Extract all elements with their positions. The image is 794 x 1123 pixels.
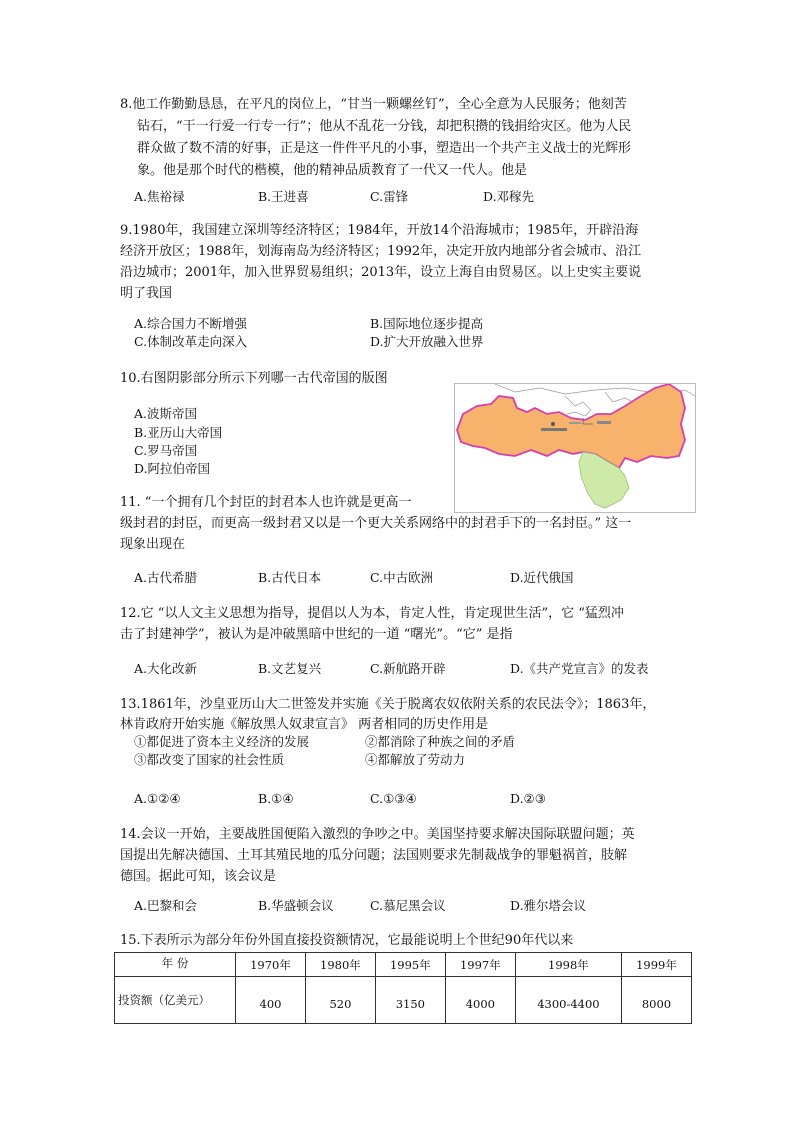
table-header-cell: 年 份 <box>115 953 236 977</box>
q12-option-c: C.新航路开辟 <box>370 661 446 676</box>
table-cell: 3150 <box>375 977 445 1024</box>
table-header-cell: 1998年 <box>515 953 621 977</box>
q8-line-4: 象。他是那个时代的楷模，他的精神品质教育了一代又一代人。他是 <box>137 163 528 178</box>
q9-option-c: C.体制改革走向深入 <box>134 334 248 349</box>
q10-option-d: D.阿拉伯帝国 <box>134 461 211 476</box>
table-row <box>115 977 692 1024</box>
q13-option-b: B.①④ <box>258 791 294 806</box>
q13-statement-4: ④都解放了劳动力 <box>365 752 466 767</box>
q10-option-b: B.亚历山大帝国 <box>134 425 223 440</box>
q10-option-a: A.波斯帝国 <box>134 406 198 421</box>
q13-line-1: 13.1861年，沙皇亚历山大二世签发并实施《关于脱离农奴依附关系的农民法令》；1863年， <box>120 697 656 712</box>
q9-line-2: 经济开放区；1988年，划海南岛为经济特区；1992年，决定开放内地部分省会城市、沿江 <box>120 244 642 259</box>
q8-line-3: 群众做了数不清的好事，正是这一件件平凡的小事，塑造出一个共产主义战士的光辉形 <box>137 141 632 156</box>
q13-option-a: A.①②④ <box>134 791 181 806</box>
q12-line-1: 12.它 “以人文主义思想为指导，提倡以人为本，肯定人性，肯定现世生活”，它 “猛烈冲 <box>120 606 624 621</box>
q13-statement-1: ①都促进了资本主义经济的发展 <box>134 734 310 749</box>
q15-line-1: 15.下表所示为部分年份外国直接投资额情况，它最能说明上个世纪90年代以来 <box>120 933 574 948</box>
q11-line-3: 现象出现在 <box>120 537 186 552</box>
q9-option-a: A.综合国力不断增强 <box>134 316 248 331</box>
investment-table <box>114 952 692 1024</box>
table-row-label: 投资额（亿美元） <box>115 977 236 1024</box>
empire-territory <box>457 384 685 468</box>
table-header-row <box>115 953 692 977</box>
q12-option-d: D.《共产党宣言》的发表 <box>510 661 649 676</box>
table-cell: 4000 <box>445 977 515 1024</box>
q9-option-b: B.国际地位逐步提高 <box>370 316 484 331</box>
q8-option-d: D.邓稼先 <box>483 189 535 204</box>
q11-option-a: A.古代希腊 <box>134 570 198 585</box>
q11-line-1: 11. “一个拥有几个封臣的封君本人也许就是更高一 <box>120 495 412 510</box>
q14-option-b: B.华盛顿会议 <box>258 898 334 913</box>
q9-line-1: 9.1980年，我国建立深圳等经济特区；1984年，开放14个沿海城市；1985年，开辟沿海 <box>120 223 639 238</box>
q13-option-c: C.①③④ <box>370 791 417 806</box>
q8-option-a: A.焦裕禄 <box>134 189 185 204</box>
q13-option-d: D.②③ <box>510 791 546 806</box>
q11-line-2: 级封君的封臣，而更高一级封君又以是一个更大关系网络中的封君手下的一名封臣。” 这一 <box>120 516 632 531</box>
table-header-cell: 1999年 <box>622 953 692 977</box>
table-cell: 8000 <box>622 977 692 1024</box>
q13-statement-2: ②都消除了种族之间的矛盾 <box>365 734 516 749</box>
empire-map-figure <box>454 383 696 513</box>
q11-option-b: B.古代日本 <box>258 570 322 585</box>
q14-option-c: C.慕尼黑会议 <box>370 898 446 913</box>
q13-statement-3: ③都改变了国家的社会性质 <box>134 752 285 767</box>
q11-option-d: D.近代俄国 <box>510 570 574 585</box>
q13-line-2: 林肯政府开始实施《解放黑人奴隶宣言》 两者相同的历史作用是 <box>120 717 489 732</box>
q10-line-1: 10.右图阴影部分所示下列哪一古代帝国的版图 <box>120 371 388 386</box>
table-header-cell: 1980年 <box>305 953 375 977</box>
q14-line-2: 国提出先解决德国、土耳其殖民地的瓜分问题；法国则要求先制裁战争的罪魁祸首，肢解 <box>120 848 628 863</box>
q11-option-c: C.中古欧洲 <box>370 570 434 585</box>
q10-option-c: C.罗马帝国 <box>134 443 198 458</box>
table-header-cell: 1997年 <box>445 953 515 977</box>
q9-line-3: 沿边城市；2001年，加入世界贸易组织；2013年，设立上海自由贸易区。以上史实主要说 <box>120 265 642 280</box>
q14-line-1: 14.会议一开始，主要战胜国便陷入激烈的争吵之中。美国坚持要求解决国际联盟问题；英 <box>120 827 635 842</box>
q14-option-a: A.巴黎和会 <box>134 898 198 913</box>
q8-line-2: 钻石，“干一行爱一行专一行”；他从不乱花一分钱，却把积攒的钱捐给灾区。他为人民 <box>137 119 632 134</box>
q14-option-d: D.雅尔塔会议 <box>510 898 587 913</box>
q8-line-1: 8.他工作勤勤恳恳，在平凡的岗位上，“甘当一颗螺丝钉”，全心全意为人民服务；他刻苦 <box>120 97 627 112</box>
q9-option-d: D.扩大开放融入世界 <box>370 334 484 349</box>
q12-option-a: A.大化改新 <box>134 661 198 676</box>
table-header-cell: 1995年 <box>375 953 445 977</box>
q9-line-4: 明了我国 <box>120 286 173 301</box>
q12-line-2: 击了封建神学”，被认为是冲破黑暗中世纪的一道 “曙光”。“它” 是指 <box>120 627 513 642</box>
table-cell: 400 <box>236 977 306 1024</box>
table-cell: 520 <box>305 977 375 1024</box>
q14-line-3: 德国。据此可知，该会议是 <box>120 869 277 884</box>
q12-option-b: B.文艺复兴 <box>258 661 322 676</box>
table-header-cell: 1970年 <box>236 953 306 977</box>
table-cell: 4300-4400 <box>515 977 621 1024</box>
q8-option-b: B.王进喜 <box>258 189 309 204</box>
q8-option-c: C.雷锋 <box>370 189 409 204</box>
